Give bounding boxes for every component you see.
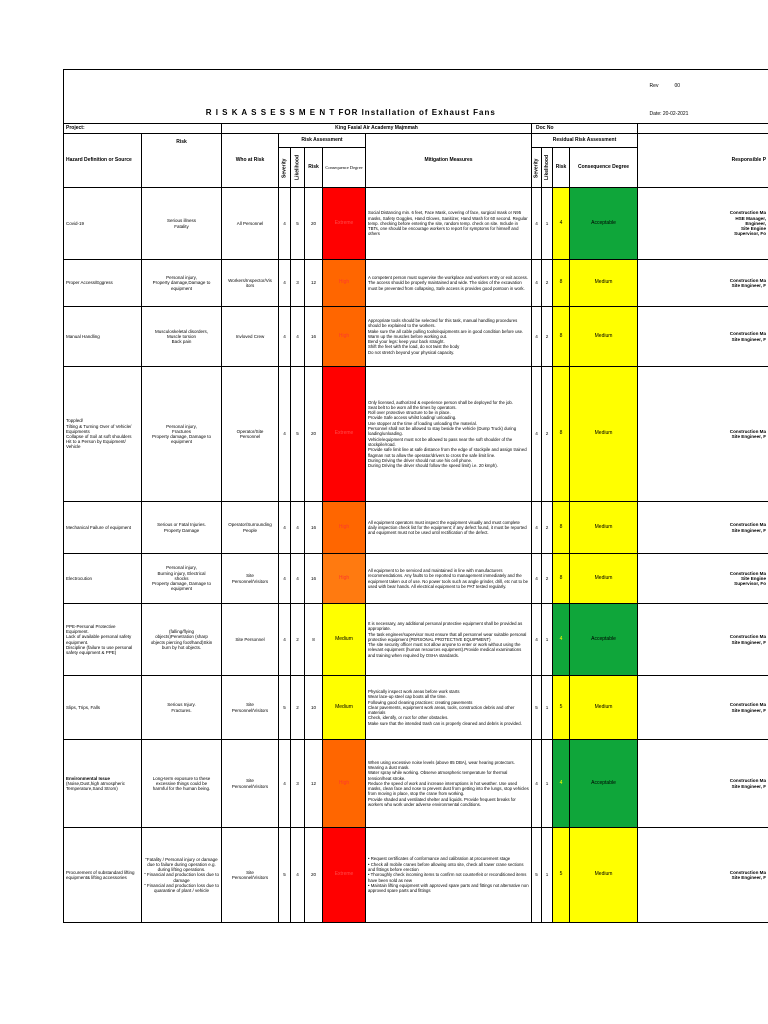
mitigation-cell: Physically inspect work areas before work starts Wear lace-up steel cap boots all the time. Following good cleaning practices: creating pavements Clear pavements, equipment work areas, tools, construction debris and other materials Check, identify, or root for other obstacles. Make sure that the intended trash can is properly cleaned and debris is provided. [366, 676, 532, 740]
table-row [64, 367, 768, 502]
who-cell: Operator/Site Personnel [222, 367, 279, 502]
residual-risk-cell: 4 [553, 188, 570, 260]
severity-cell: 5 [279, 828, 291, 923]
residual-likelihood-cell: 1 [542, 740, 553, 828]
residual-likelihood-cell: 2 [542, 367, 553, 502]
risk-cell: Personal injury, Property damage,Damage to equipment [142, 260, 222, 307]
who-cell: Operator/Surrounding People [222, 502, 279, 554]
residual-risk-cell: 4 [553, 604, 570, 676]
risk-value-cell: 10 [305, 676, 323, 740]
residual-consequence-cell: Medium [570, 828, 638, 923]
col-residual-consequence: Consequence Degree [570, 148, 638, 188]
risk-value-cell: 12 [305, 740, 323, 828]
risk-value-cell: 8 [305, 604, 323, 676]
likelihood-cell: 2 [291, 604, 305, 676]
risk-value-cell: 20 [305, 367, 323, 502]
residual-likelihood-cell: 1 [542, 828, 553, 923]
mitigation-cell: When using excessive noise levels (above 85 DBA), wear hearing protectors. Wearing a dust mask. Water spray while working. Observe atmospheric temperature for thermal tension/heat stroke. Reduce the speed of work and increase interruptions in hot weather. Use used masks, clean face and nose to prevent dust from getting into the lungs, stop vehicles from moving in place, stop the crane from working. Provide shaded and ventilated shelter and liquids. Provide frequent breaks for workers who work under adverse environmental conditions. [366, 740, 532, 828]
residual-likelihood-cell: 2 [542, 260, 553, 307]
col-responsible: Responsible P [638, 134, 768, 188]
who-cell: All Personnel [222, 188, 279, 260]
residual-consequence-cell: Medium [570, 260, 638, 307]
table-row [64, 828, 768, 923]
likelihood-cell: 4 [291, 828, 305, 923]
consequence-cell: Extreme [323, 367, 366, 502]
mitigation-cell: • Request certificates of conformance and calibration at procurement stage • Check all mobile cranes before allowing onto site, check all tower crane sections and fittings before erection • Thoroughly check incoming items to confirm not counterfeit or reconditioned items have been sold as new • Maintain lifting equipment with approved spare parts and fittings not alternative non approved spare parts and fittings [366, 828, 532, 923]
residual-likelihood-cell: 2 [542, 554, 553, 604]
responsible-cell: Construction Ma Site Engineer, F [638, 676, 768, 740]
date-label: Date: 20-02-2021 [649, 111, 689, 117]
consequence-cell: Medium [323, 676, 366, 740]
consequence-cell: High [323, 554, 366, 604]
residual-consequence-cell: Medium [570, 502, 638, 554]
risk-cell: Long-term exposure to these excessive things could be harmful for the human being. [142, 740, 222, 828]
severity-cell: 4 [279, 188, 291, 260]
residual-consequence-cell: Medium [570, 307, 638, 367]
residual-risk-cell: 4 [553, 740, 570, 828]
mitigation-cell: Only licensed, authorized & experience person shall be deployed for the job. Seat belt to be worn all the times by operators. Roll over protective structure to be in place. Provide Safe access whilst loading/ unloading. Use stopper at the time of loading unloading the material. Personnel shall not be allowed to stay beside the vehicle (Dump Truck) during loading/unloading. Vehicle/equipment must not be allowed to pass near the soft shoulder of the stockpile/road. Provide safe limit line at safe distance from the edge of stockpile and assign trained flagman not to allow the operator/drivers to cross the safe limit line. During Driving the driver should not use his cell phone. During Driving the driver should follow the speed limit) i.e. 20 kmph). [366, 367, 532, 502]
table-row [64, 676, 768, 740]
residual-risk-cell: 8 [553, 307, 570, 367]
residual-likelihood-cell: 2 [542, 502, 553, 554]
likelihood-cell: 2 [291, 676, 305, 740]
residual-severity-cell: 4 [532, 554, 542, 604]
residual-likelihood-cell: 1 [542, 188, 553, 260]
col-likelihood: Likelihood [291, 148, 305, 188]
table-row [64, 307, 768, 367]
rev-label: Rev [649, 83, 659, 89]
responsible-cell: Construction Ma Site Engineer, F [638, 307, 768, 367]
consequence-cell: High [323, 307, 366, 367]
consequence-cell: High [323, 502, 366, 554]
hazard-cell: Mechanical Failure of equipment [64, 502, 142, 554]
hazard-cell: PPE-Personal Protective Equipment. Lack of available personal safety equipment. Discipline (failure to use personal safety equipment & PPE) [64, 604, 142, 676]
col-risk-assessment: Risk Assessment [279, 134, 366, 148]
likelihood-cell: 4 [291, 502, 305, 554]
responsible-cell: Construction Ma Site Engineer, F [638, 502, 768, 554]
mitigation-cell: All equipment operators must inspect the equipment visually and must complete daily inspection check list for the equipment; if any defect found, it must be reported and equipment must not be used until rectification of the defect. [366, 502, 532, 554]
residual-likelihood-cell: 2 [542, 307, 553, 367]
hazard-cell: Electrocution [64, 554, 142, 604]
residual-severity-cell: 5 [532, 828, 542, 923]
who-cell: Workers/Inspector/Vis itors [222, 260, 279, 307]
residual-risk-cell: 5 [553, 828, 570, 923]
risk-value-cell: 12 [305, 260, 323, 307]
responsible-cell: Construction Ma Site Engineer, F [638, 260, 768, 307]
residual-severity-cell: 4 [532, 367, 542, 502]
col-hazard: Hazard Definition or Source [64, 134, 142, 188]
residual-likelihood-cell: 1 [542, 604, 553, 676]
hazard-cell: Slips, Trips, Falls [64, 676, 142, 740]
col-severity: Severity [279, 148, 291, 188]
residual-severity-cell: 4 [532, 604, 542, 676]
col-mitigation: Mitigation Measures [366, 134, 532, 188]
residual-severity-cell: 4 [532, 502, 542, 554]
severity-cell: 5 [279, 676, 291, 740]
risk-cell: Serious or Fatal Injuries. Property Damage [142, 502, 222, 554]
severity-cell: 4 [279, 307, 291, 367]
consequence-cell: High [323, 740, 366, 828]
hazard-cell: Proper Access/Eggress [64, 260, 142, 307]
consequence-cell: Extreme [323, 828, 366, 923]
residual-severity-cell: 4 [532, 307, 542, 367]
likelihood-cell: 3 [291, 260, 305, 307]
likelihood-cell: 5 [291, 367, 305, 502]
consequence-cell: High [323, 260, 366, 307]
rev-value: 00 [674, 83, 681, 89]
severity-cell: 4 [279, 740, 291, 828]
risk-cell: Musculoskeletal disorders, Muscle torsion Back pain [142, 307, 222, 367]
mitigation-cell: It is necessary, any additional personal protective equipment shall be provided as appropriate. The task engineer/supervisor must ensure that all personnel wear suitable personal protective equipment (PERSONAL PROTECTIVE EQUIPMENT) The site security officer must not allow anyone to enter or work without using the relevant equipment (human resources equipment).Provide medical examinations and training when required by OSHA standards. [366, 604, 532, 676]
residual-severity-cell: 4 [532, 188, 542, 260]
table-row [64, 740, 768, 828]
residual-risk-cell: 8 [553, 554, 570, 604]
residual-consequence-cell: Acceptable [570, 188, 638, 260]
responsible-cell: Construction Ma Site Engineer, F [638, 740, 768, 828]
severity-cell: 4 [279, 554, 291, 604]
risk-assessment-sheet [63, 69, 768, 923]
table-row [64, 188, 768, 260]
likelihood-cell: 5 [291, 188, 305, 260]
project-label: Project: [64, 124, 222, 134]
table-row [64, 554, 768, 604]
likelihood-cell: 3 [291, 740, 305, 828]
who-cell: Site Personnel [222, 604, 279, 676]
risk-value-cell: 20 [305, 828, 323, 923]
hazard-title: Environmental Issue [66, 775, 111, 781]
mitigation-cell: A competent person must supervise the workplace and workers entry or exit access. The access should be properly maintained and wide. The sides of the excavation must be prevented from collapsing, Safe access is provides good pontoon in work. [366, 260, 532, 307]
hazard-cell: Manual Handling [64, 307, 142, 367]
residual-risk-cell: 8 [553, 367, 570, 502]
severity-cell: 4 [279, 260, 291, 307]
project-name: King Fasial Air Academy Majmmah [222, 124, 532, 134]
col-consequence: Consequence Degree [323, 148, 366, 188]
likelihood-cell: 4 [291, 307, 305, 367]
risk-cell: (falling/flying objects)Penetration (sharp objects piercing foot/hand)Skin burn by hot objects. [142, 604, 222, 676]
col-residual-severity: Severity [532, 148, 542, 188]
risk-cell: "Fatality / Personal injury or damage due to failure during operation e.g. during lifting operations. " Financial and production loss due to damage " Financial and production loss due to quarantine of plant / vehicle [142, 828, 222, 923]
risk-cell: Personal injury, Fractures Property damage, Damage to equipment [142, 367, 222, 502]
residual-severity-cell: 4 [532, 740, 542, 828]
hazard-cell: Covid-19 [64, 188, 142, 260]
who-cell: Site Personnel/Visitors [222, 554, 279, 604]
table-row [64, 502, 768, 554]
risk-value-cell: 16 [305, 307, 323, 367]
who-cell: Site Personnel/Visitors [222, 740, 279, 828]
risk-table [63, 69, 768, 923]
risk-value-cell: 20 [305, 188, 323, 260]
consequence-cell: Extreme [323, 188, 366, 260]
residual-likelihood-cell: 1 [542, 676, 553, 740]
responsible-cell: Construction Ma Site Engineer, F [638, 604, 768, 676]
hazard-cell: Toppled/ Tilting & Turning Over of Vehicle/ Equipments Collapse of Soil at soft shoulders Hit to a Person by Equipment/ Vehicle [64, 367, 142, 502]
severity-cell: 4 [279, 604, 291, 676]
residual-severity-cell: 4 [532, 260, 542, 307]
risk-value-cell: 16 [305, 554, 323, 604]
mitigation-cell: Appropriate tools should be selected for this task, manual handling procedures should be explained to the workers. Make sure the all cable pulling tools/equipments are in good condition before use. Warm up the muscles before working out. Bend your legs: keep your back straight. Shift the feet with the load, do not twist the body Do not stretch beyond your physical capacity. [366, 307, 532, 367]
residual-risk-cell: 8 [553, 260, 570, 307]
col-residual-likelihood: Likelihood [542, 148, 553, 188]
consequence-cell: Medium [323, 604, 366, 676]
hazard-cell: Procurement of substandard lifting equipment& lifting accessories [64, 828, 142, 923]
mitigation-cell: All equipment to be serviced and maintained in line with manufacturers recommendations. Any faults to be reported to management immediately and the equipment taken out of use. No power tools such as angle grinder, drill, etc not to be used with bear hands. All electrical equipment to be PAT tested regularly. [366, 554, 532, 604]
residual-consequence-cell: Medium [570, 554, 638, 604]
residual-severity-cell: 5 [532, 676, 542, 740]
rev-block [638, 70, 768, 124]
residual-risk-cell: 5 [553, 676, 570, 740]
risk-cell: Personal injury, Burning injury, Electrical shocks Property damage, Damage to equipment [142, 554, 222, 604]
mitigation-cell: Social Distancing min. 6 feet, Face Mask, covering of face, surgical mask or N95 masks, Safety Goggles, Hand Gloves, Sanitizer, Hand Wash for 60 second. Regular temp. checking before entering the site, random temp. check on site. Include in TBTs, one should be encourage workers to report for symptoms for himself and others [366, 188, 532, 260]
responsible-cell: Construction Ma HSE Manager, Engineer, Site Engine Supervisor, Fo [638, 188, 768, 260]
residual-consequence-cell: Medium [570, 367, 638, 502]
col-risk-value: Risk [305, 148, 323, 188]
col-residual-risk: Risk [553, 148, 570, 188]
who-cell: Site Personnel/Visitors [222, 676, 279, 740]
table-row [64, 260, 768, 307]
responsible-cell: Construction Ma Site Engine Supervisor, Fo [638, 554, 768, 604]
doc-no-label: Doc No [532, 124, 638, 134]
document-title: R I S K A S S E S S M E N T FOR Installation of Exhaust Fans [64, 70, 638, 124]
who-cell: Invloved Crew [222, 307, 279, 367]
risk-cell: Serious Injury. Fractures. [142, 676, 222, 740]
responsible-cell: Construction Ma Site Engineer, F [638, 828, 768, 923]
severity-cell: 4 [279, 367, 291, 502]
residual-consequence-cell: Acceptable [570, 740, 638, 828]
risk-value-cell: 16 [305, 502, 323, 554]
table-row [64, 604, 768, 676]
responsible-cell: Construction Ma Site Engineer, F [638, 367, 768, 502]
severity-cell: 4 [279, 502, 291, 554]
residual-consequence-cell: Medium [570, 676, 638, 740]
risk-cell: Serious illness Fatality [142, 188, 222, 260]
col-risk: Risk [142, 134, 222, 188]
likelihood-cell: 4 [291, 554, 305, 604]
who-cell: Site Personnel/Visitors [222, 828, 279, 923]
residual-consequence-cell: Acceptable [570, 604, 638, 676]
col-residual: Residual Risk Assessment [532, 134, 638, 148]
residual-risk-cell: 8 [553, 502, 570, 554]
col-who: Who at Risk [222, 134, 279, 188]
hazard-cell: Environmental Issue (Noise,Dust,high atmospheric Temperature,Sand Strom) [64, 740, 142, 828]
